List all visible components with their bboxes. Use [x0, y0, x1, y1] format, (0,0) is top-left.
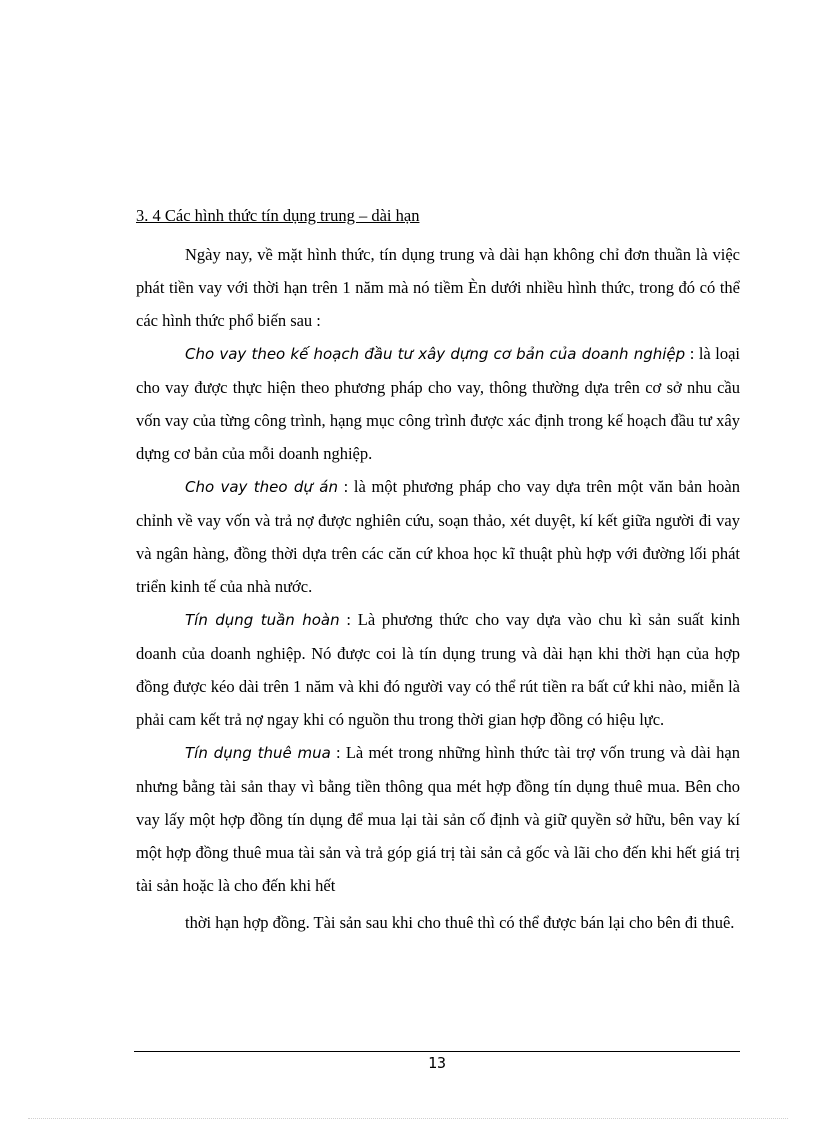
paragraph-text: : Là phương thức cho vay dựa vào chu kì sản suất kinh doanh của doanh nghiệp. Nó được coi là tín dụng trung và dài hạn khi thời hạn của hợp đồng được kéo dài trên 1 năm và khi đó người vay có thể rút tiền ra bất cứ khi nào, miễn là phải cam kết trả nợ ngay khi có nguồn thu trong thời gian hợp đồng có hiệu lực. [136, 610, 740, 729]
term-revolving-credit: Tín dụng tuần hoàn [185, 611, 340, 629]
footer-divider [134, 1051, 740, 1052]
paragraph-lease-continuation [136, 906, 740, 939]
page-bottom-border [28, 1118, 788, 1119]
paragraph-text: Ngày nay, về mặt hình thức, tín dụng trung và dài hạn không chỉ đơn thuần là việc phát tiền vay với thời hạn trên 1 năm mà nó tiềm Èn dưới nhiều hình thức, trong đó có thể các hình thức phổ biến sau : [136, 245, 740, 330]
paragraph-revolving-credit [136, 603, 740, 736]
term-investment-loan: Cho vay theo kế hoạch đầu tư xây dựng cơ bản của doanh nghiệp [185, 345, 686, 363]
paragraph-investment-loan [136, 337, 740, 470]
term-lease-credit: Tín dụng thuê mua [185, 744, 331, 762]
paragraph-project-loan [136, 470, 740, 603]
paragraph-lease-credit [136, 736, 740, 902]
section-heading: 3. 4 Các hình thức tín dụng trung – dài hạn [136, 206, 420, 225]
term-project-loan: Cho vay theo dự án [185, 478, 338, 496]
page-number: 13 [427, 1054, 447, 1072]
paragraph-text: : là loại cho vay được thực hiện theo phương pháp cho vay, thông thường dựa trên cơ sở nhu cầu vốn vay của từng công trình, hạng mục công trình được xác định trong kế hoạch đầu tư xây dựng cơ bản của mỗi doanh nghiệp. [136, 344, 740, 463]
page-content [136, 206, 740, 939]
paragraph-text: : là một phương pháp cho vay dựa trên một văn bản hoàn chỉnh về vay vốn và trả nợ được nghiên cứu, soạn thảo, xét duyệt, kí kết giữa người đi vay và ngân hàng, đồng thời dựa trên các căn cứ khoa học kĩ thuật phù hợp với đường lối phát triển kinh tế của nhà nước. [136, 477, 740, 596]
paragraph-text: thời hạn hợp đồng. Tài sản sau khi cho thuê thì có thể được bán lại cho bên đi thuê. [185, 913, 735, 932]
paragraph-text: : Là mét trong những hình thức tài trợ vốn trung và dài hạn nhưng bằng tài sản thay vì bằng tiền thông qua mét hợp đồng tín dụng thuê mua. Bên cho vay lấy một hợp đồng tín dụng để mua lại tài sản cố định và giữ quyền sở hữu, bên vay kí một hợp đồng thuê mua tài sản và trả góp giá trị tài sản cả gốc và lãi cho đến khi hết giá trị tài sản hoặc là cho đến khi hết [136, 743, 740, 895]
paragraph-intro [136, 238, 740, 337]
